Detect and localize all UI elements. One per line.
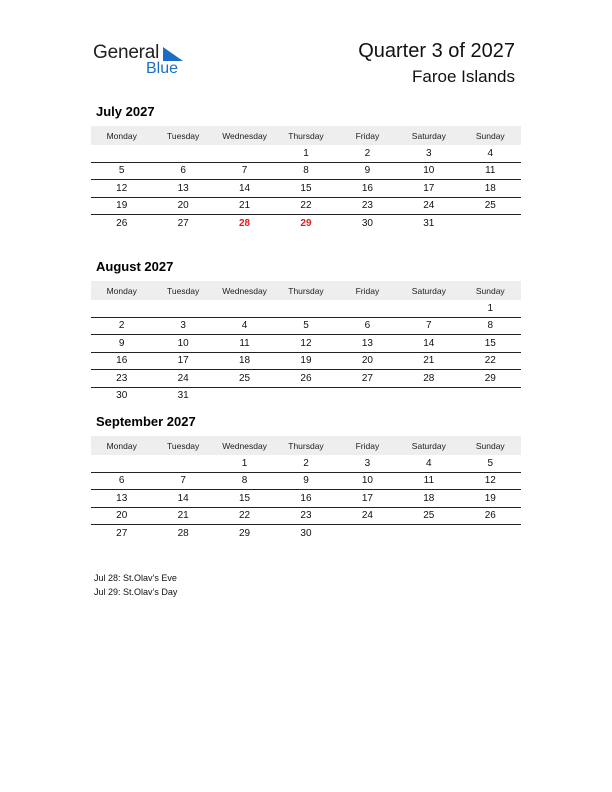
weekday-header: Monday xyxy=(91,126,152,145)
day-cell: 10 xyxy=(337,472,398,490)
country-subtitle: Faroe Islands xyxy=(412,67,515,86)
day-cell: 17 xyxy=(152,352,213,370)
month-title: August 2027 xyxy=(96,259,174,274)
day-cell: 30 xyxy=(300,527,312,539)
day-cell: 28 xyxy=(398,370,459,388)
day-cell: 21 xyxy=(214,197,275,215)
day-cell: 19 xyxy=(91,197,152,215)
day-cell: 17 xyxy=(398,180,459,198)
weekday-header: Friday xyxy=(337,281,398,300)
day-cell: 25 xyxy=(460,197,521,215)
day-cell: 25 xyxy=(398,507,459,525)
week-row xyxy=(91,317,521,335)
day-cell xyxy=(398,387,459,404)
day-cell: 26 xyxy=(275,370,336,388)
day-cell: 13 xyxy=(152,180,213,198)
day-cell: 31 xyxy=(177,390,189,402)
calendar-table xyxy=(91,436,521,542)
day-cell xyxy=(91,455,152,472)
weekday-header: Saturday xyxy=(398,281,459,300)
day-cell: 12 xyxy=(460,472,521,490)
day-cell: 20 xyxy=(152,197,213,215)
weekday-header-row xyxy=(91,281,521,300)
day-cell: 21 xyxy=(152,507,213,525)
week-row xyxy=(91,370,521,388)
day-cell: 6 xyxy=(152,162,213,180)
day-cell: 4 xyxy=(214,317,275,335)
weekday-header: Wednesday xyxy=(214,281,275,300)
day-cell: 27 xyxy=(337,370,398,388)
day-cell: 1 xyxy=(214,455,275,472)
day-cell xyxy=(152,145,213,162)
day-cell: 31 xyxy=(423,217,435,229)
page-title: Quarter 3 of 2027 xyxy=(358,40,515,62)
weekday-header: Wednesday xyxy=(214,436,275,455)
day-cell: 15 xyxy=(275,180,336,198)
day-cell: 13 xyxy=(91,490,152,508)
day-cell: 6 xyxy=(337,317,398,335)
day-cell: 15 xyxy=(460,335,521,353)
day-cell: 3 xyxy=(152,317,213,335)
day-cell xyxy=(398,525,459,542)
weekday-header: Saturday xyxy=(398,436,459,455)
week-row xyxy=(91,387,521,404)
week-row xyxy=(91,352,521,370)
day-cell: 21 xyxy=(398,352,459,370)
day-cell xyxy=(337,525,398,542)
day-cell: 12 xyxy=(275,335,336,353)
week-row xyxy=(91,162,521,180)
day-cell xyxy=(152,300,213,317)
day-cell: 29 xyxy=(300,217,312,229)
calendar-table xyxy=(91,126,521,232)
day-cell: 5 xyxy=(460,455,521,472)
weekday-header: Saturday xyxy=(398,126,459,145)
month-september xyxy=(91,414,521,542)
day-cell: 29 xyxy=(238,527,251,539)
month-title: September 2027 xyxy=(96,414,196,429)
day-cell: 24 xyxy=(152,370,213,388)
week-row xyxy=(91,507,521,525)
day-cell: 16 xyxy=(91,352,152,370)
day-cell: 2 xyxy=(91,317,152,335)
day-cell: 13 xyxy=(337,335,398,353)
weekday-header-row xyxy=(91,126,521,145)
week-row xyxy=(91,490,521,508)
day-cell: 30 xyxy=(361,217,373,229)
day-cell: 5 xyxy=(275,317,336,335)
day-cell: 22 xyxy=(214,507,275,525)
day-cell: 10 xyxy=(152,335,213,353)
weekday-header: Friday xyxy=(337,436,398,455)
day-cell xyxy=(460,215,521,232)
day-cell: 10 xyxy=(398,162,459,180)
logo-general-text: General xyxy=(93,42,160,63)
day-cell: 18 xyxy=(214,352,275,370)
day-cell: 17 xyxy=(337,490,398,508)
weekday-header: Thursday xyxy=(275,436,336,455)
day-cell: 3 xyxy=(398,145,459,162)
week-row xyxy=(91,455,521,472)
day-cell: 26 xyxy=(116,217,128,229)
day-cell: 7 xyxy=(214,162,275,180)
week-row xyxy=(91,145,521,162)
weekday-header: Wednesday xyxy=(214,126,275,145)
week-row xyxy=(91,335,521,353)
day-cell: 23 xyxy=(91,370,152,388)
day-cell: 23 xyxy=(337,197,398,215)
logo-blue-text: Blue xyxy=(146,60,179,77)
week-row xyxy=(91,197,521,215)
day-cell xyxy=(214,387,275,404)
day-cell: 24 xyxy=(337,507,398,525)
day-cell: 14 xyxy=(214,180,275,198)
day-cell: 29 xyxy=(460,370,521,388)
day-cell: 4 xyxy=(398,455,459,472)
day-cell: 19 xyxy=(275,352,336,370)
day-cell: 16 xyxy=(337,180,398,198)
month-july xyxy=(91,104,521,232)
day-cell: 2 xyxy=(337,145,398,162)
day-cell xyxy=(398,300,459,317)
day-cell: 23 xyxy=(275,507,336,525)
calendar-table xyxy=(91,281,521,404)
day-cell: 8 xyxy=(275,162,336,180)
day-cell: 28 xyxy=(177,527,189,539)
day-cell: 11 xyxy=(398,472,459,490)
day-cell xyxy=(91,145,152,162)
day-cell: 22 xyxy=(460,352,521,370)
week-row xyxy=(91,525,521,542)
holiday-note: Jul 28: St.Olav’s Eve xyxy=(94,573,177,583)
day-cell: 20 xyxy=(91,507,152,525)
day-cell xyxy=(91,300,152,317)
weekday-header: Monday xyxy=(91,436,152,455)
weekday-header: Thursday xyxy=(275,281,336,300)
day-cell: 26 xyxy=(460,507,521,525)
weekday-header-row xyxy=(91,436,521,455)
day-cell: 16 xyxy=(275,490,336,508)
day-cell xyxy=(214,145,275,162)
generalblue-logo xyxy=(93,42,213,82)
day-cell xyxy=(337,387,398,404)
holiday-note: Jul 29: St.Olav’s Day xyxy=(94,587,178,597)
day-cell: 27 xyxy=(116,527,128,539)
weekday-header: Monday xyxy=(91,281,152,300)
day-cell: 22 xyxy=(275,197,336,215)
month-title: July 2027 xyxy=(96,104,155,119)
day-cell: 18 xyxy=(460,180,521,198)
day-cell: 28 xyxy=(238,217,251,229)
week-row xyxy=(91,472,521,490)
weekday-header: Sunday xyxy=(460,126,521,145)
week-row xyxy=(91,215,521,232)
day-cell xyxy=(275,387,336,404)
day-cell: 7 xyxy=(398,317,459,335)
day-cell: 9 xyxy=(91,335,152,353)
day-cell: 7 xyxy=(152,472,213,490)
day-cell: 11 xyxy=(460,162,521,180)
day-cell: 5 xyxy=(91,162,152,180)
day-cell xyxy=(460,525,521,542)
week-row xyxy=(91,300,521,317)
day-cell: 27 xyxy=(177,217,189,229)
day-cell: 25 xyxy=(214,370,275,388)
day-cell xyxy=(337,300,398,317)
day-cell: 11 xyxy=(214,335,275,353)
day-cell: 15 xyxy=(214,490,275,508)
day-cell: 8 xyxy=(460,317,521,335)
month-august xyxy=(91,259,521,404)
weekday-header: Tuesday xyxy=(152,126,213,145)
day-cell xyxy=(275,300,336,317)
day-cell xyxy=(214,300,275,317)
day-cell: 2 xyxy=(275,455,336,472)
day-cell: 18 xyxy=(398,490,459,508)
day-cell: 1 xyxy=(275,145,336,162)
day-cell: 4 xyxy=(460,145,521,162)
day-cell: 1 xyxy=(460,300,521,317)
day-cell: 20 xyxy=(337,352,398,370)
weekday-header: Friday xyxy=(337,126,398,145)
day-cell: 6 xyxy=(91,472,152,490)
day-cell xyxy=(152,455,213,472)
day-cell: 9 xyxy=(275,472,336,490)
weekday-header: Thursday xyxy=(275,126,336,145)
day-cell: 9 xyxy=(337,162,398,180)
day-cell: 14 xyxy=(398,335,459,353)
holiday-notes xyxy=(94,573,177,601)
weekday-header: Sunday xyxy=(460,281,521,300)
day-cell: 19 xyxy=(460,490,521,508)
day-cell: 12 xyxy=(91,180,152,198)
logo-triangle-icon xyxy=(163,47,183,61)
day-cell: 3 xyxy=(337,455,398,472)
weekday-header: Tuesday xyxy=(152,281,213,300)
day-cell: 14 xyxy=(152,490,213,508)
day-cell: 30 xyxy=(116,390,128,402)
day-cell xyxy=(460,387,521,404)
weekday-header: Sunday xyxy=(460,436,521,455)
weekday-header: Tuesday xyxy=(152,436,213,455)
day-cell: 24 xyxy=(398,197,459,215)
day-cell: 8 xyxy=(214,472,275,490)
week-row xyxy=(91,180,521,198)
